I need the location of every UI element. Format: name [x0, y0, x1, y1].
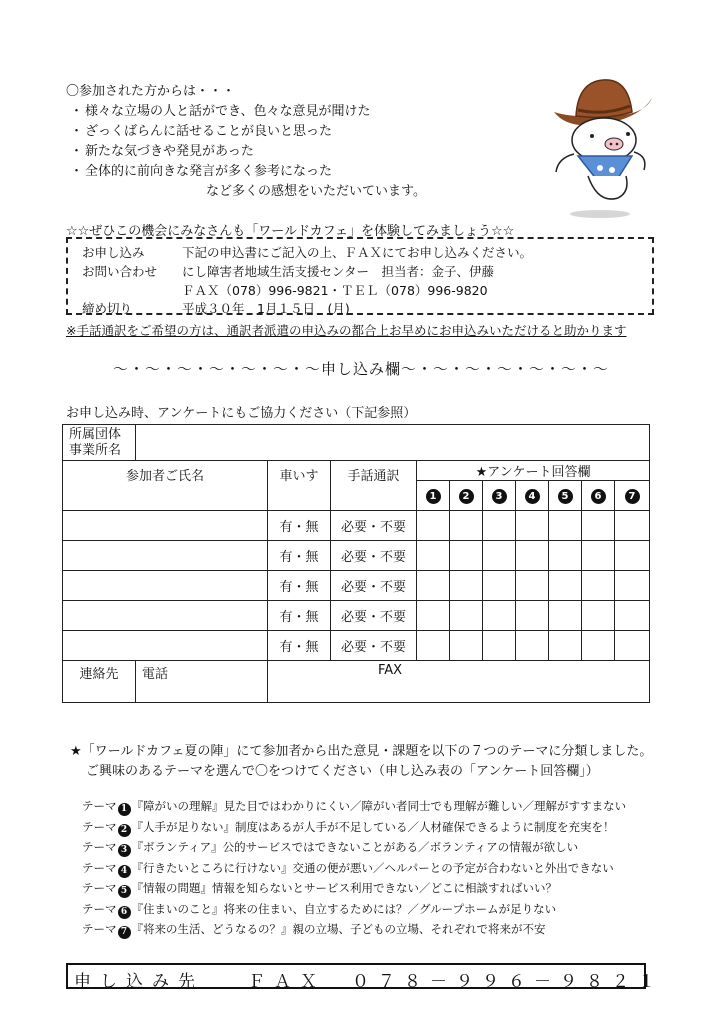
survey-cell[interactable]: [417, 541, 450, 571]
intro-bullet: ・ 新たな気づきや発見があった: [66, 140, 486, 160]
sign-option[interactable]: 必要・不要: [331, 571, 417, 601]
survey-num-5: 5: [549, 481, 582, 511]
intro-heading: 〇参加された方からは・・・: [66, 84, 236, 99]
participant-row: [63, 631, 650, 661]
contact-label: 連絡先: [63, 661, 136, 703]
intro-bullet: ・ 様々な立場の人と話ができ、色々な意見が聞けた: [66, 100, 486, 120]
col-sign-language: 手話通訳: [331, 461, 417, 511]
survey-cell[interactable]: [615, 601, 650, 631]
inquiry-label: お問い合わせ: [82, 264, 158, 279]
wheelchair-option[interactable]: 有・無: [268, 541, 331, 571]
survey-cell[interactable]: [417, 631, 450, 661]
inquiry-label: 締め切り: [82, 301, 133, 316]
survey-cell[interactable]: [516, 631, 549, 661]
theme-item: テーマ 6 『住まいのこと』将来の住まい、自立するためには？／グループホームが足りない: [82, 901, 557, 917]
inquiry-value: にし障害者地域生活支援センター 担当者：金子、伊藤: [182, 264, 495, 279]
participant-name-input[interactable]: [63, 541, 268, 571]
sign-option[interactable]: 必要・不要: [331, 631, 417, 661]
intro-section: [66, 80, 486, 200]
survey-cell[interactable]: [549, 511, 582, 541]
participant-row: [63, 541, 650, 571]
survey-cell[interactable]: [582, 571, 615, 601]
survey-cell[interactable]: [450, 541, 483, 571]
survey-cell[interactable]: [483, 631, 516, 661]
survey-cell[interactable]: [516, 541, 549, 571]
intro-bullet: ・ ざっくばらんに話せることが良いと思った: [66, 120, 486, 140]
application-divider: ～・～・～・～・～・～・～申し込み欄～・～・～・～・～・～・～: [112, 360, 609, 378]
survey-num-1: 1: [417, 481, 450, 511]
inquiry-row-contact: [82, 262, 494, 280]
survey-cell[interactable]: [483, 541, 516, 571]
themes-subheading: ご興味のあるテーマを選んで〇をつけてください（申し込み表の「アンケート回答欄」）: [86, 764, 599, 779]
survey-num-7: 7: [615, 481, 650, 511]
survey-cell[interactable]: [450, 571, 483, 601]
survey-cell[interactable]: [549, 541, 582, 571]
org-input[interactable]: [136, 425, 650, 461]
survey-cell[interactable]: [615, 571, 650, 601]
sign-option[interactable]: 必要・不要: [331, 601, 417, 631]
survey-cell[interactable]: [483, 601, 516, 631]
survey-request: お申し込み時、アンケートにもご協力ください（下記参照）: [66, 406, 417, 421]
invite-title: ☆☆ぜひこの機会にみなさんも「ワールドカフェ」を体験してみましょう☆☆: [66, 224, 515, 239]
participant-row: [63, 601, 650, 631]
inquiry-row-phone: [82, 281, 488, 299]
fax-field[interactable]: [268, 661, 650, 703]
survey-cell[interactable]: [417, 601, 450, 631]
theme-item: テーマ 4 『行きたいところに行けない』交通の便が悪い／ヘルパーとの予定が合わないと外出できない: [82, 860, 614, 876]
survey-cell[interactable]: [549, 571, 582, 601]
col-wheelchair: 車いす: [268, 461, 331, 511]
apply-destination-bar: [66, 963, 664, 992]
survey-cell[interactable]: [417, 511, 450, 541]
intro-bullet: ・ 全体的に前向きな発言が多く参考になった: [66, 160, 486, 180]
sign-language-note: ※手話通訳をご希望の方は、通訳者派遣の申込みの都合上お早めにお申込みいただけると助かります: [66, 323, 627, 338]
participant-name-input[interactable]: [63, 601, 268, 631]
apply-fax: ＦＡＸ ０７８－９９６－９８２１: [248, 972, 664, 992]
col-survey: ★アンケート回答欄: [417, 461, 650, 481]
survey-num-2: 2: [450, 481, 483, 511]
theme-item: テーマ 1 『障がいの理解』見た目ではわかりにくい／障がい者同士でも理解が難しい／理解がすすまない: [82, 799, 627, 814]
inquiry-label: お申し込み: [82, 245, 145, 260]
inquiry-row-deadline: [82, 299, 350, 317]
survey-cell[interactable]: [516, 571, 549, 601]
inquiry-value: 平成３０年 1月１５日 (月): [182, 301, 350, 316]
participant-name-input[interactable]: [63, 511, 268, 541]
survey-cell[interactable]: [516, 601, 549, 631]
inquiry-value: ＦＡＸ（078）996-9821・ＴＥＬ（078）996-9820: [182, 283, 488, 298]
survey-cell[interactable]: [615, 511, 650, 541]
participant-row: [63, 571, 650, 601]
survey-cell[interactable]: [450, 631, 483, 661]
survey-cell[interactable]: [582, 631, 615, 661]
inquiry-value: 下記の申込書にご記入の上、ＦＡＸにてお申し込みください。: [182, 245, 533, 260]
survey-cell[interactable]: [615, 631, 650, 661]
inquiry-box: [66, 237, 654, 315]
survey-num-4: 4: [516, 481, 549, 511]
wheelchair-option[interactable]: 有・無: [268, 601, 331, 631]
survey-cell[interactable]: [450, 511, 483, 541]
participant-name-input[interactable]: [63, 631, 268, 661]
participant-row: [63, 511, 650, 541]
survey-cell[interactable]: [450, 601, 483, 631]
sign-option[interactable]: 必要・不要: [331, 511, 417, 541]
survey-cell[interactable]: [582, 541, 615, 571]
mascot-illustration: [548, 72, 658, 222]
themes-list: [82, 798, 662, 942]
survey-cell[interactable]: [483, 511, 516, 541]
wheelchair-option[interactable]: 有・無: [268, 631, 331, 661]
tel-label: 電話: [142, 667, 169, 682]
theme-item: テーマ 7 『将来の生活、どうなるの？』親の立場、子どもの立場、それぞれで将来が不安: [82, 922, 546, 937]
survey-cell[interactable]: [615, 541, 650, 571]
theme-item: テーマ 3 『ボランティア』公的サービスではできないことがある／ボランティアの情報が欲しい: [82, 840, 579, 855]
theme-item: テーマ 2 『人手が足りない』制度はあるが人手が不足している／人材確保できるように制度を充実を！: [82, 819, 615, 835]
survey-cell[interactable]: [582, 511, 615, 541]
theme-item: テーマ 5 『情報の問題』情報を知らないとサービス利用できない／どこに相談すればいい？: [82, 881, 557, 896]
survey-num-3: 3: [483, 481, 516, 511]
survey-cell[interactable]: [549, 601, 582, 631]
participant-name-input[interactable]: [63, 571, 268, 601]
survey-num-6: 6: [582, 481, 615, 511]
inquiry-row-apply: [82, 243, 532, 261]
survey-cell[interactable]: [549, 631, 582, 661]
col-participant-name: 参加者ご氏名: [63, 461, 268, 511]
apply-label: 申し込み先: [74, 972, 204, 992]
survey-cell[interactable]: [582, 601, 615, 631]
survey-cell[interactable]: [417, 571, 450, 601]
wheelchair-option[interactable]: 有・無: [268, 571, 331, 601]
application-form: [62, 424, 650, 703]
intro-tail: など多くの感想をいただいています。: [206, 184, 426, 199]
wheelchair-option[interactable]: 有・無: [268, 511, 331, 541]
org-label: 所属団体 事業所名: [63, 425, 136, 461]
fax-label: FAX: [378, 663, 403, 678]
themes-heading: ★「ワールドカフェ夏の陣」にて参加者から出た意見・課題を以下の７つのテーマに分類しました。: [70, 744, 653, 759]
survey-cell[interactable]: [516, 511, 549, 541]
sign-option[interactable]: 必要・不要: [331, 541, 417, 571]
tel-field[interactable]: [136, 661, 268, 703]
survey-cell[interactable]: [483, 571, 516, 601]
